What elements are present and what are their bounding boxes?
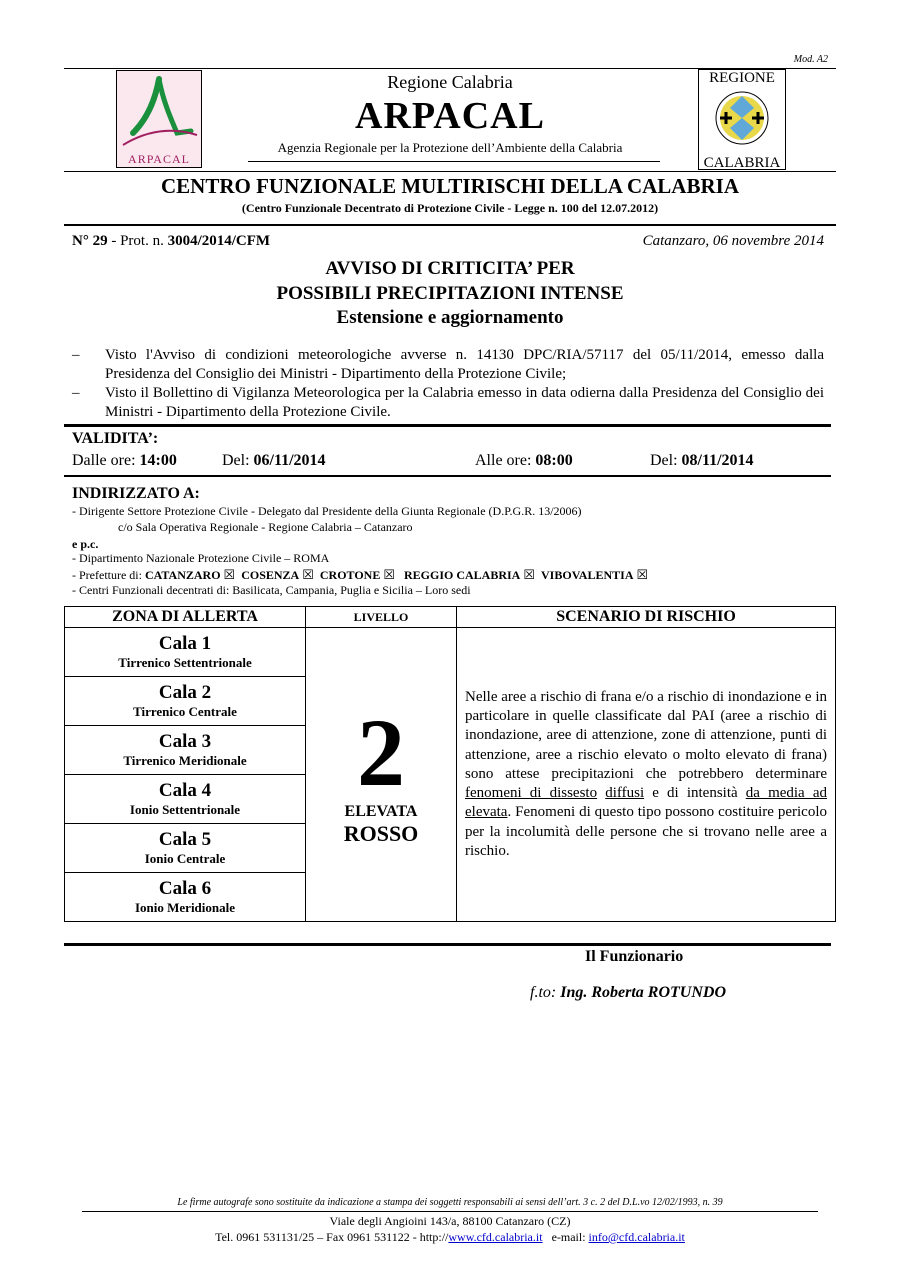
footer-rule — [82, 1211, 818, 1212]
footer-contacts: Tel. 0961 531131/25 – Fax 0961 531122 - http://www.cfd.calabria.it e-mail: info@cfd.calabria.it — [215, 1230, 685, 1244]
list-item: – Visto il Bollettino di Vigilanza Meteorologica per la Calabria emesso in data odierna dalla Presidenza del Consiglio dei Ministri - Dipartimento della Protezione Civile. — [72, 385, 824, 420]
protocol-label: - Prot. n. — [107, 233, 168, 249]
header-level: LIVELLO — [306, 607, 457, 628]
list-item: – Visto l'Avviso di condizioni meteorologiche avverse n. 14130 DPC/RIA/57117 del 05/11/2014, emesso dalla Presidenza del Consiglio dei Ministri - Dipartimento della Protezione Civile; — [72, 347, 824, 382]
calabria-shield-icon — [712, 86, 772, 150]
zone-cell: Cala 5 Ionio Centrale — [65, 824, 306, 873]
arpacal-logo-text: ARPACAL — [128, 152, 190, 166]
validity-to-time: Alle ore: 08:00 — [475, 452, 573, 469]
validity-top-rule — [64, 424, 831, 427]
prefettura-cosenza: COSENZA — [241, 568, 300, 582]
header-rule — [64, 171, 836, 172]
signature-role: Il Funzionario — [585, 948, 684, 965]
checked-box-icon: ☒ — [302, 567, 314, 582]
scenario-cell: Nelle aree a rischio di frana e/o a rischio di inondazione e in particolare in quelle classificate dal PAI (aree a rischio di inondazione, aree di attenzione, zone di attenzione, punti di attenzione, aree a rischio elevato o molto elevato di frana) sono attese precipitazioni che potrebbero determinare fenomeni di dissesto diffusi e di intensità da media ad elevata. Fenomeni di questo tipo possono costituire pericolo per la incolumità delle persone che si trovano nelle aree a rischio. — [457, 628, 836, 922]
prefettura-reggio-calabria: REGGIO CALABRIA — [404, 568, 521, 582]
footer-note: Le firme autografe sono sostituite da indicazione a stampa dei soggetti responsabili ai sensi dell’art. 3 c. 2 del D.L.vo 12/02/1993, n. 39 — [177, 1197, 723, 1208]
regione-calabria-seal — [698, 69, 786, 170]
document-date: Catanzaro, 06 novembre 2014 — [642, 233, 824, 249]
prefettura-vibovalentia: VIBOVALENTIA — [541, 568, 634, 582]
website-link[interactable]: www.cfd.calabria.it — [448, 1230, 543, 1244]
seal-text-bottom: CALABRIA — [703, 155, 781, 171]
table-header-row — [65, 607, 836, 628]
zone-cell: Cala 1 Tirrenico Settentrionale — [65, 628, 306, 677]
signature-name: Ing. Roberta ROTUNDO — [560, 984, 727, 1001]
addressed-line-5: - Centri Funzionali decentrati di: Basilicata, Campania, Puglia e Sicilia – Loro sedi — [72, 583, 471, 597]
validity-from-date: Del: 06/11/2014 — [222, 452, 326, 469]
premises-list — [72, 346, 824, 422]
table-row — [65, 628, 836, 677]
center-subtitle: (Centro Funzionale Decentrato di Protezione Civile - Legge n. 100 del 12.07.2012) — [241, 201, 659, 215]
seal-text-top: REGIONE — [709, 70, 775, 86]
prefetture-line: - Prefetture di: CATANZARO ☒ COSENZA ☒ CROTONE ☒ REGGIO CALABRIA ☒ VIBOVALENTIA ☒ — [72, 567, 649, 582]
prefettura-catanzaro: CATANZARO — [144, 568, 221, 582]
protocol-code: 3004/2014/CFM — [167, 233, 271, 249]
alert-zone-table — [64, 606, 836, 922]
agency-underline — [248, 161, 660, 162]
level-color: ROSSO — [343, 820, 419, 846]
level-number: 2 — [357, 698, 405, 806]
region-name: Regione Calabria — [387, 72, 513, 92]
header-scenario: SCENARIO DI RISCHIO — [457, 607, 836, 628]
level-cell — [306, 628, 457, 922]
level-label: ELEVATA — [344, 802, 418, 820]
agency-name: ARPACAL — [355, 95, 545, 137]
protocol-number: 29 — [92, 233, 108, 249]
header-zone: ZONA DI ALLERTA — [65, 607, 306, 628]
validity-label: VALIDITA’: — [72, 430, 159, 447]
signature-line: f.to: Ing. Roberta ROTUNDO — [530, 984, 727, 1001]
zone-cell: Cala 3 Tirrenico Meridionale — [65, 726, 306, 775]
epc-label: e p.c. — [72, 537, 99, 551]
checked-box-icon: ☒ — [223, 567, 236, 582]
footer-address: Viale degli Angioini 143/a, 88100 Catanzaro (CZ) — [329, 1214, 571, 1228]
checked-box-icon: ☒ — [523, 567, 536, 582]
title-line-3: Estensione e aggiornamento — [336, 307, 564, 328]
zone-cell: Cala 4 Ionio Settentrionale — [65, 775, 306, 824]
validity-bottom-rule — [64, 475, 831, 477]
validity-from-time: Dalle ore: 14:00 — [72, 452, 177, 469]
addressed-line-1: - Dirigente Settore Protezione Civile - Delegato dal Presidente della Giunta Regionale (D.P.G.R. 13/2006) — [72, 504, 582, 518]
addressed-label: INDIRIZZATO A: — [72, 485, 200, 502]
addressed-line-3: - Dipartimento Nazionale Protezione Civile – ROMA — [72, 551, 330, 565]
center-title: CENTRO FUNZIONALE MULTIRISCHI DELLA CALABRIA — [160, 174, 739, 198]
agency-full-name: Agenzia Regionale per la Protezione dell’Ambiente della Calabria — [277, 140, 623, 155]
addressed-line-2: c/o Sala Operativa Regionale - Regione Calabria – Catanzaro — [118, 520, 413, 534]
checked-box-icon: ☒ — [383, 567, 395, 582]
table-bottom-rule — [64, 943, 831, 946]
protocol-number-label: N° — [72, 233, 93, 249]
zone-cell: Cala 2 Tirrenico Centrale — [65, 677, 306, 726]
protocol-line — [72, 233, 270, 250]
title-line-2: POSSIBILI PRECIPITAZIONI INTENSE — [276, 283, 624, 304]
zone-cell: Cala 6 Ionio Meridionale — [65, 873, 306, 922]
model-code: Mod. A2 — [793, 54, 828, 65]
title-line-1: AVVISO DI CRITICITA’ PER — [325, 258, 575, 279]
header-bottom-rule — [64, 224, 836, 226]
prefettura-crotone: CROTONE — [319, 568, 381, 582]
validity-to-date: Del: 08/11/2014 — [650, 452, 754, 469]
checked-box-icon: ☒ — [636, 567, 649, 582]
email-link[interactable]: info@cfd.calabria.it — [588, 1230, 685, 1244]
